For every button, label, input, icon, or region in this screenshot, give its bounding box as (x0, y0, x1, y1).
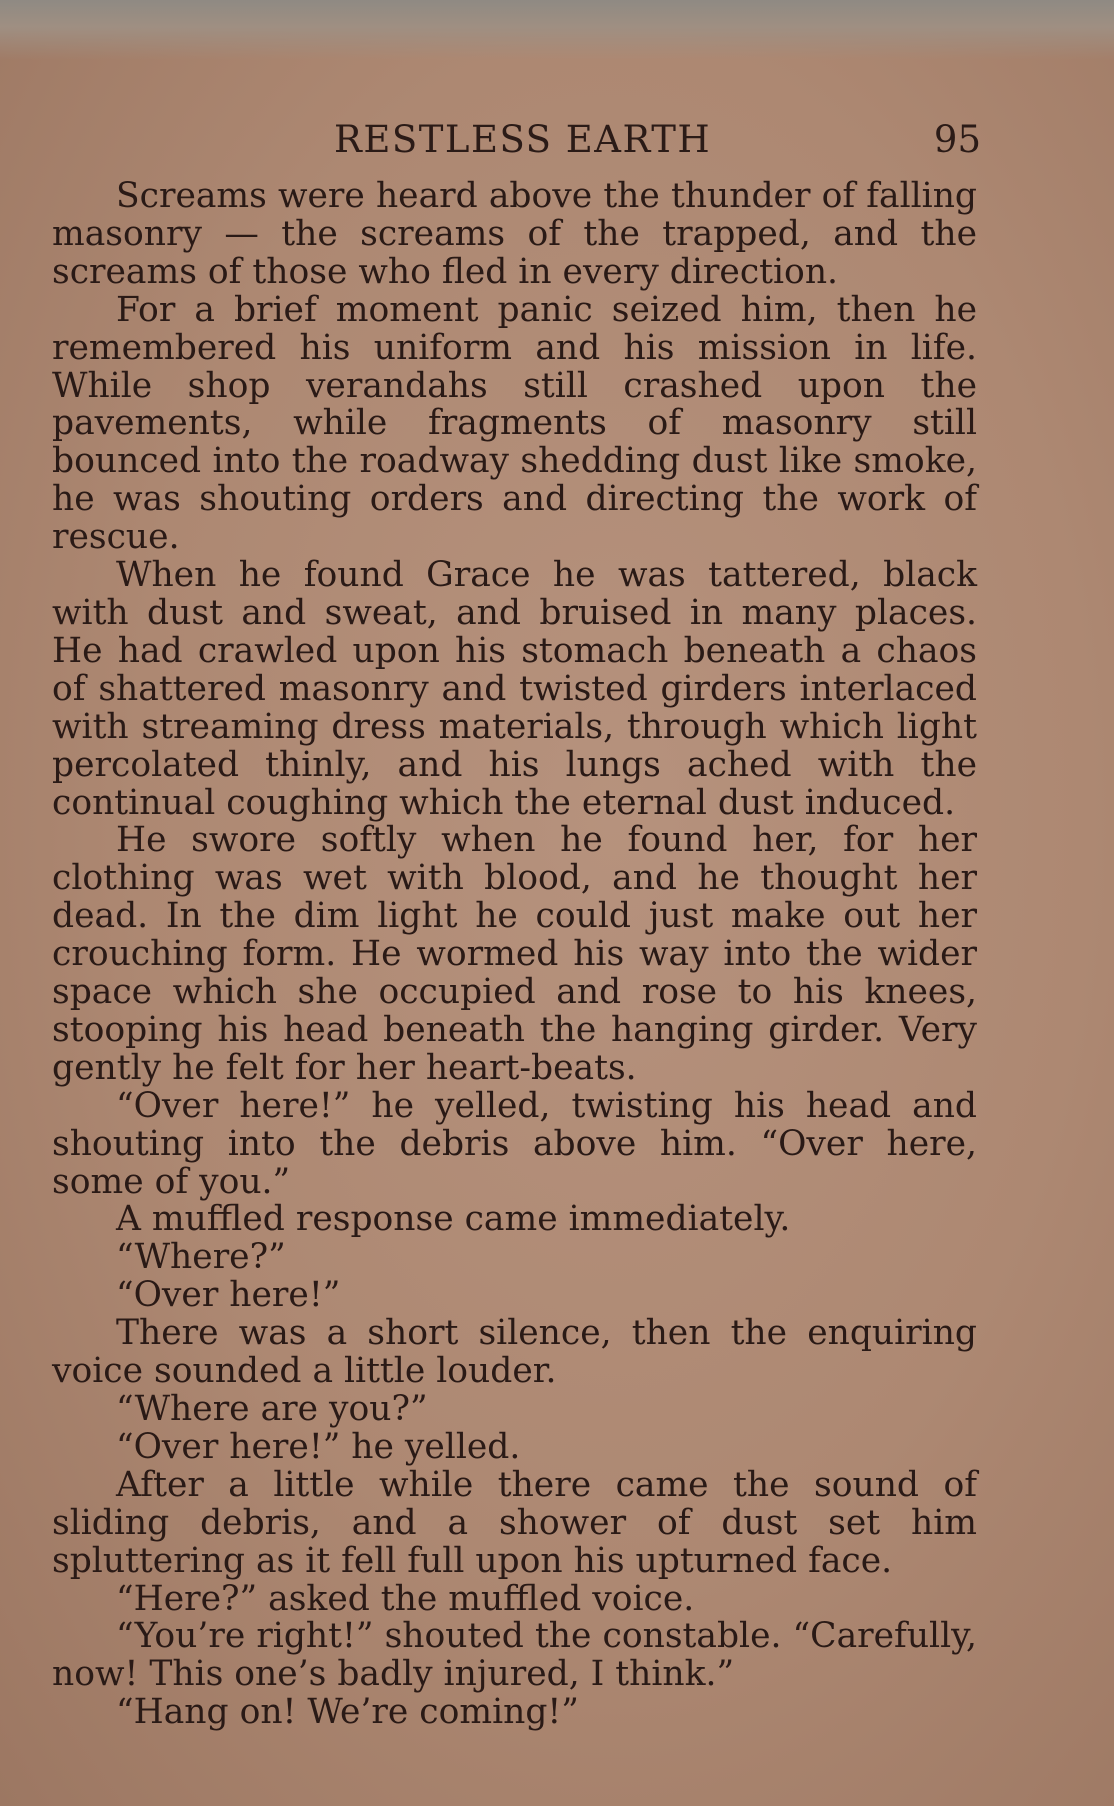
paragraph: “Where are you?” (116, 1389, 428, 1429)
paragraph: “Over here!” he yelled, twisting his head and shouting into the debris above him. “Over here, some of you.” (52, 1085, 977, 1202)
paragraph: He swore softly when he found her, for her clothing was wet with blood, and he thought her dead. In the dim light he could just make out her crouching form. He wormed his way into the wider space which she occupied and rose to his knees, stooping his head beneath the hanging girder. Very gently he felt for her heart-beats. (52, 820, 977, 1088)
paragraph: For a brief moment panic seized him, then he remembered his uniform and his mission in life. While shop verandahs still crashed upon the pavements, while fragments of masonry still bounced into the roadway shedding dust like smoke, he was shouting orders and directing the work of rescue. (52, 289, 977, 558)
running-head: RESTLESS EARTH (334, 118, 712, 161)
paragraph: After a little while there came the sound of sliding debris, and a shower of dust set him spluttering as it fell full upon his upturned face. (52, 1464, 977, 1581)
paragraph: “Over here!” he yelled. (116, 1426, 521, 1467)
paragraph: “Here?” asked the muffled voice. (116, 1578, 695, 1619)
paragraph: There was a short silence, then the enquiring voice sounded a little louder. (52, 1313, 977, 1392)
paragraph: A muffled response came immediately. (116, 1199, 791, 1240)
body-text (52, 178, 977, 1732)
page-header (56, 118, 981, 166)
paragraph: When he found Grace he was tattered, black with dust and sweat, and bruised in many places. He had crawled upon his stomach beneath a chaos of shattered masonry and twisted girders interlaced with streaming dress materials, through which light percolated thinly, and his lungs ached with the continual coughing which the eternal dust induced. (52, 555, 977, 823)
paragraph: “Hang on! We’re coming!” (116, 1692, 579, 1733)
page-top-edge (0, 0, 1114, 60)
paragraph: “You’re right!” shouted the constable. “Carefully, now! This one’s badly injured, I think.” (52, 1616, 977, 1695)
paragraph: “Over here!” (116, 1275, 341, 1316)
paragraph: “Where?” (116, 1237, 286, 1278)
page-number: 95 (933, 118, 981, 161)
paragraph: Screams were heard above the thunder of falling masonry — the screams of the trapped, and the screams of those who fled in every direction. (52, 176, 977, 292)
